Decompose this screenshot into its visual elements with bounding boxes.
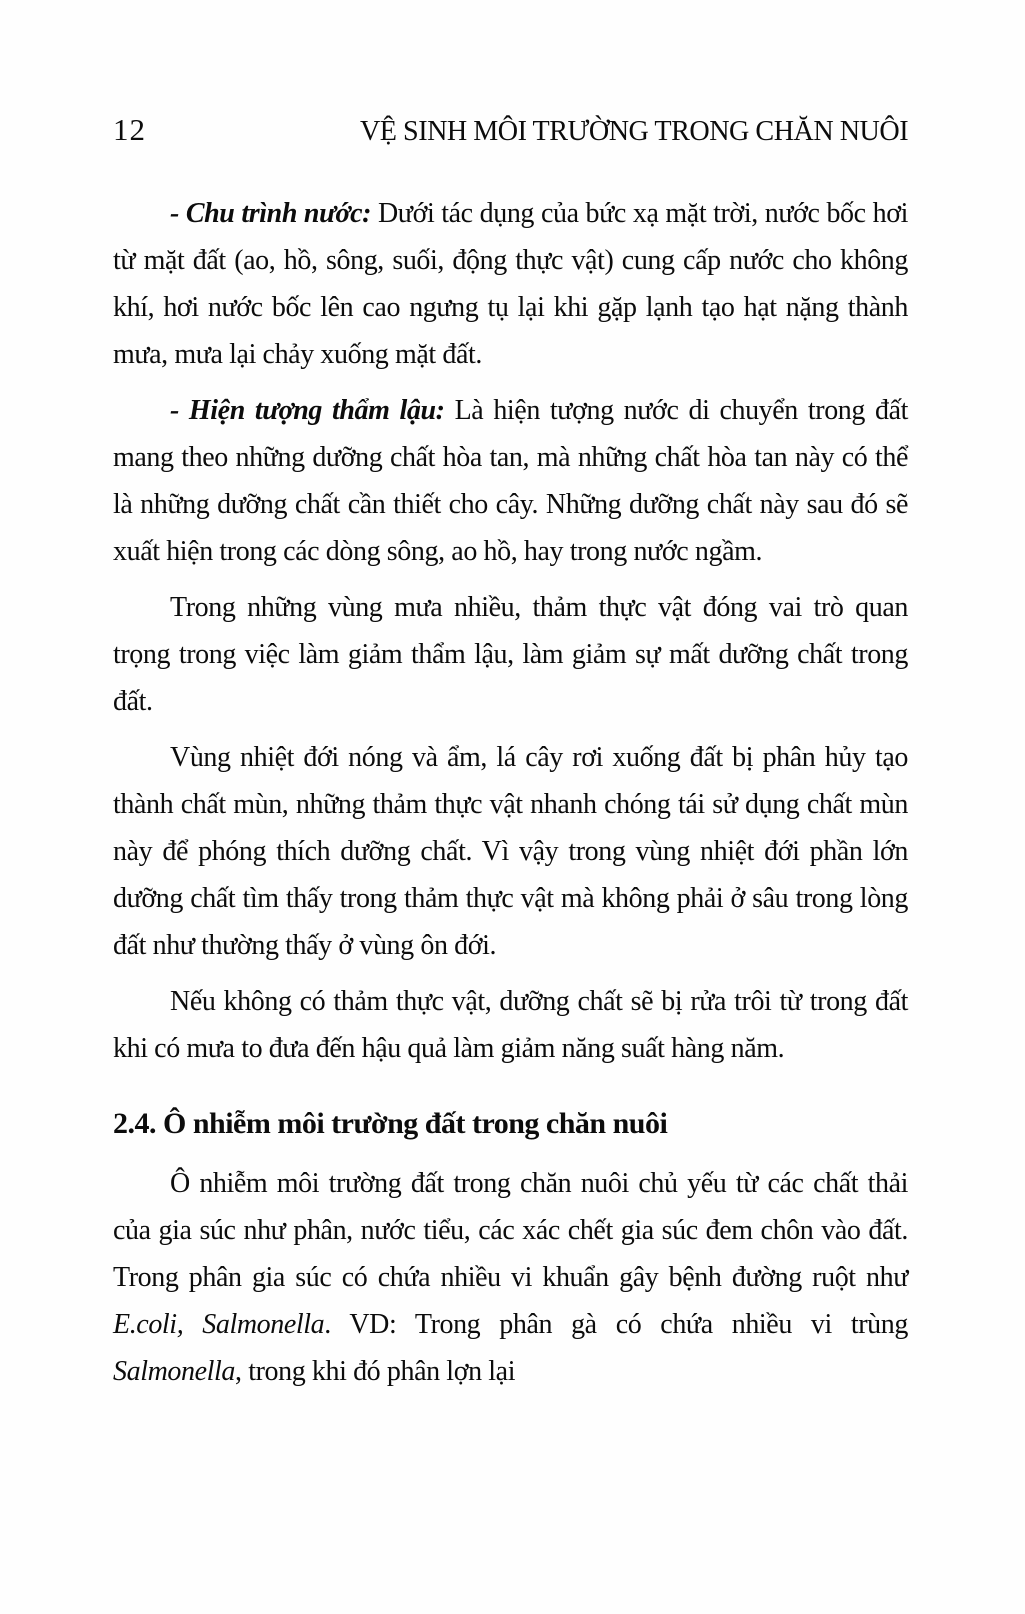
- paragraph-text: Ô nhiễm môi trường đất trong chăn nuôi chủ yếu từ các chất thải của gia súc như phân, nước tiểu, các xác chết gia súc đem chôn vào đất. Trong phân gia súc có chứa nhiều vi khuẩn gây bệnh đường ruột như: [113, 1168, 908, 1293]
- paragraph-text: Dưới tác dụng của bức xạ mặt trời, nước bốc hơi từ mặt đất (ao, hồ, sông, suối, động thực vật) cung cấp nước cho không khí, hơi nước bốc lên cao ngưng tụ lại khi gặp lạnh tạo hạt nặng thành mưa, mưa lại chảy xuống mặt đất.: [113, 198, 908, 370]
- paragraph-no-vegetation: [113, 978, 908, 1072]
- paragraph-soil-pollution: [113, 1160, 908, 1395]
- paragraph-text: , trong khi đó phân lợn lại: [235, 1356, 516, 1387]
- lead-term-percolation: - Hiện tượng thẩm lậu:: [170, 395, 445, 426]
- paragraph-text: Vùng nhiệt đới nóng và ẩm, lá cây rơi xuống đất bị phân hủy tạo thành chất mùn, những thảm thực vật nhanh chóng tái sử dụng chất mùn này để phóng thích dưỡng chất. Vì vậy trong vùng nhiệt đới phần lớn dưỡng chất tìm thấy trong thảm thực vật mà không phải ở sâu trong lòng đất như thường thấy ở vùng ôn đới.: [113, 742, 908, 961]
- paragraph-tropical-regions: [113, 734, 908, 969]
- paragraph-water-cycle: [113, 190, 908, 378]
- paragraph-text: Trong những vùng mưa nhiều, thảm thực vật đóng vai trò quan trọng trong việc làm giảm thẩm lậu, làm giảm sự mất dưỡng chất trong đất.: [113, 592, 908, 717]
- paragraph-text: Nếu không có thảm thực vật, dưỡng chất sẽ bị rửa trôi từ trong đất khi có mưa to đưa đến hậu quả làm giảm năng suất hàng năm.: [113, 986, 908, 1064]
- paragraph-rainy-regions: [113, 584, 908, 725]
- paragraph-text: . VD: Trong phân gà có chứa nhiều vi trùng: [324, 1309, 908, 1340]
- page-number: 12: [113, 112, 146, 147]
- lead-term-water-cycle: - Chu trình nước:: [170, 198, 372, 229]
- section-heading-2-4: 2.4. Ô nhiễm môi trường đất trong chăn nuôi: [113, 1107, 668, 1140]
- page-header: [113, 112, 908, 148]
- running-title: VỆ SINH MÔI TRƯỜNG TRONG CHĂN NUÔI: [359, 115, 908, 147]
- paragraph-percolation: [113, 387, 908, 575]
- paragraph-text: Là hiện tượng nước di chuyển trong đất mang theo những dưỡng chất hòa tan, mà những chất hòa tan này có thể là những dưỡng chất cần thiết cho cây. Những dưỡng chất này sau đó sẽ xuất hiện trong các dòng sông, ao hồ, hay trong nước ngầm.: [113, 395, 908, 567]
- page-body: [113, 190, 908, 1395]
- species-name-italic: Salmonella: [113, 1356, 235, 1387]
- species-name-italic: E.coli, Salmonella: [113, 1309, 325, 1340]
